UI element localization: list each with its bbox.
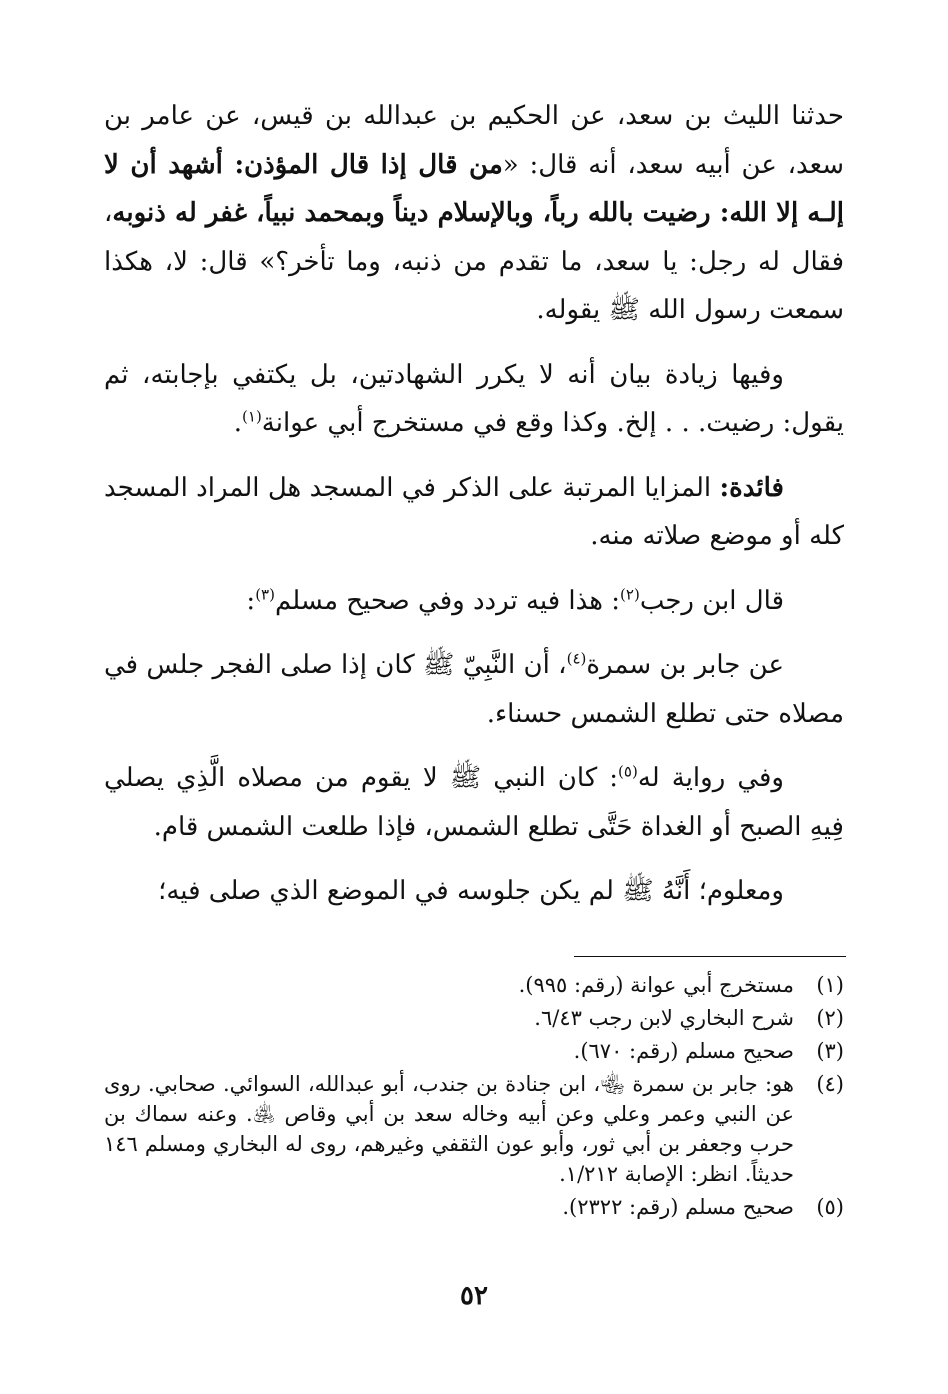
- footnote-text: صحيح مسلم (رقم: ٢٣٢٢).: [562, 1195, 794, 1219]
- footnote-item: [104, 1003, 844, 1033]
- main-text: [104, 92, 844, 932]
- footnote-number: (٥): [816, 1195, 844, 1219]
- footnote-divider: [574, 956, 846, 957]
- text-segment: عن جابر بن سمرة: [586, 650, 784, 680]
- paragraph-p7: [104, 867, 844, 916]
- footnote-text: شرح البخاري لابن رجب ٦/٤٣.: [534, 1006, 794, 1030]
- text-segment: المزايا المرتبة على الذكر في المسجد هل المراد المسجد كله أو موضع صلاته منه.: [104, 472, 844, 551]
- text-segment: ومعلوم؛ أَنَّهُ ﷺ لم يكن جلوسه في الموضع الذي صلى فيه؛: [158, 876, 784, 906]
- paragraph-p2: [104, 351, 844, 448]
- footnote-number: (٤): [816, 1072, 844, 1096]
- bold-text: من قال إذا قال المؤذن: أشهد أن لا إلـه إلا الله: رضيت بالله رباً، وبالإسلام ديناً وبمحمد نبياً، غفر له ذنوبه: [104, 149, 844, 228]
- text-segment: قال ابن رجب: [639, 585, 784, 616]
- footnote-text: مستخرج أبي عوانة (رقم: ٩٩٥).: [518, 973, 794, 997]
- footnote-item: [104, 1036, 844, 1066]
- footnote-reference: (٣): [255, 584, 275, 603]
- footnotes: [104, 970, 844, 1225]
- footnote-reference: (٥): [618, 762, 638, 781]
- text-segment: : كان النبي ﷺ لا يقوم من مصلاه الَّذِي يصلي فِيهِ الصبح أو الغداة حَتَّى تطلع الشمس، فإذا طلعت الشمس قام.: [104, 763, 844, 842]
- paragraph-p5: [104, 641, 844, 738]
- text-segment: حدثنا الليث بن سعد، عن الحكيم بن عبدالله بن قيس، عن عامر بن سعد، عن أبيه سعد، أنه قال: «: [104, 101, 844, 180]
- footnote-reference: (٢): [620, 584, 640, 603]
- text-segment: ، فقال له رجل: يا سعد، ما تقدم من ذنبه، وما تأخر؟» قال: لا، هكذا سمعت رسول الله ﷺ يقوله.: [104, 198, 844, 325]
- text-segment: :: [246, 585, 256, 616]
- text-segment: ، أن النَّبِيّ ﷺ كان إذا صلى الفجر جلس في مصلاه حتى تطلع الشمس حسناء.: [104, 650, 844, 729]
- footnote-number: (٢): [816, 1006, 844, 1030]
- paragraph-p6: [104, 754, 844, 851]
- text-segment: وفيها زيادة بيان أنه لا يكرر الشهادتين، بل يكتفي بإجابته، ثم يقول: رضيت. . . إلخ. وكذا وقع في مستخرج أبي عوانة: [104, 359, 844, 438]
- footnote-reference: (٤): [566, 649, 587, 668]
- footnote-number: (١): [816, 973, 844, 997]
- footnote-item: [104, 1192, 844, 1222]
- paragraph-p1: [104, 92, 844, 335]
- bold-text: فائدة:: [719, 472, 784, 503]
- page-number: ٥٢: [460, 1281, 488, 1311]
- paragraph-p3: [104, 464, 844, 561]
- footnote-item: [104, 1069, 844, 1189]
- text-segment: .: [233, 408, 243, 438]
- footnote-text: صحيح مسلم (رقم: ٦٧٠).: [573, 1039, 794, 1063]
- footnote-number: (٣): [816, 1039, 844, 1063]
- footnote-text: هو: جابر بن سمرة ﵄، ابن جنادة بن جندب، أبو عبدالله، السوائي. صحابي. روى عن النبي وعمر وعلي وعن أبيه وخاله سعد بن أبي وقاص ﵁. وعنه سماك بن حرب وجعفر بن أبي ثور، وأبو عون الثقفي وغيرهم، روى له البخاري ومسلم ١٤٦ حديثاً. انظر: الإصابة ١/٢١٢.: [104, 1072, 795, 1186]
- text-segment: وفي رواية له: [637, 763, 784, 793]
- paragraph-p4: [104, 577, 844, 626]
- footnote-item: [104, 970, 844, 1000]
- text-segment: : هذا فيه تردد وفي صحيح مسلم: [274, 585, 621, 616]
- footnote-reference: (١): [242, 407, 262, 426]
